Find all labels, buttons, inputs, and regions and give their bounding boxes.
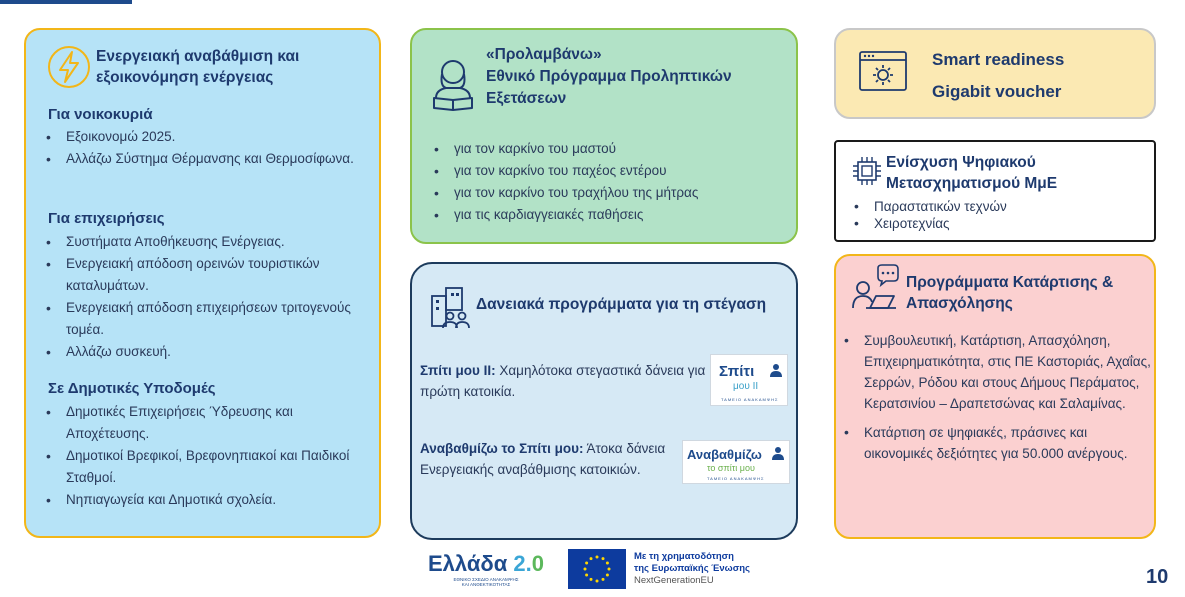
home-loan-text bbox=[420, 360, 708, 402]
list-item: • Δημοτικές Επιχειρήσεις Ύδρευσης και Αποχέτευσης. bbox=[44, 401, 374, 445]
energy-card bbox=[24, 28, 381, 538]
eu-line-1: Με τη χρηματοδότηση bbox=[634, 551, 734, 562]
person-icon bbox=[771, 446, 785, 462]
screening-title-line2: Εθνικό Πρόγραμμα Προληπτικών Εξετάσεων bbox=[486, 68, 732, 107]
person-laptop-chat-icon bbox=[850, 264, 900, 314]
list-item: • Παραστατικών τεχνών bbox=[852, 198, 1156, 215]
greece-two: 2 bbox=[513, 551, 526, 576]
screening-card bbox=[410, 28, 798, 244]
list-item: • Συμβουλευτική, Κατάρτιση, Απασχόληση, Επιχειρηματικότητα, στις ΠΕ Καστοριάς, Αχαΐας, Σερρών, Ρόδου και στους Δήμους Περάματος, Κερατσινίου – Δραπετσώνας και Σαλαμίνας. bbox=[842, 330, 1152, 414]
greece-dot: . bbox=[525, 551, 532, 576]
person-reading-icon bbox=[430, 54, 476, 112]
logo-main-text: Σπίτι bbox=[719, 363, 755, 380]
smart-readiness-card bbox=[834, 28, 1156, 119]
logo-sub-text: το σπίτι μου bbox=[707, 463, 755, 473]
eu-funding-text bbox=[634, 551, 750, 587]
gigabit-voucher-text: Gigabit voucher bbox=[932, 82, 1062, 101]
page-number: 10 bbox=[1146, 566, 1169, 588]
spiti-mou-logo bbox=[710, 354, 788, 406]
businesses-list bbox=[44, 231, 374, 363]
list-item: • για τον καρκίνο του τραχήλου της μήτρας bbox=[432, 182, 792, 204]
eu-flag-icon bbox=[568, 549, 626, 589]
training-card bbox=[834, 254, 1156, 539]
list-item: • Νηπιαγωγεία και Δημοτικά σχολεία. bbox=[44, 489, 374, 511]
top-accent-line bbox=[0, 0, 132, 4]
list-item: • Ενεργειακή απόδοση ορεινών τουριστικών καταλυμάτων. bbox=[44, 253, 374, 297]
greece-2-0-wordmark bbox=[428, 551, 544, 577]
list-item: • για τον καρκίνο του παχέος εντέρου bbox=[432, 160, 792, 182]
upgrade-home-name: Αναβαθμίζω το Σπίτι μου: bbox=[420, 441, 584, 456]
logo-main-text: Αναβαθμίζω bbox=[687, 447, 762, 462]
greece-2-0-logo bbox=[428, 551, 544, 587]
anavathmizo-logo bbox=[682, 440, 790, 484]
home-loan-name: Σπίτι μου ΙΙ: bbox=[420, 363, 496, 378]
screening-list bbox=[432, 138, 792, 226]
upgrade-home-text bbox=[420, 438, 678, 480]
list-item: • Εξοικονομώ 2025. bbox=[44, 126, 374, 148]
home-loan-description: Χαμηλότοκα στεγαστικά δάνεια για πρώτη κατοικία. bbox=[420, 363, 706, 399]
list-item: • Κατάρτιση σε ψηφιακές, πράσινες και οικονομικές δεξιότητες για 50.000 ανέργους. bbox=[842, 422, 1152, 464]
training-list bbox=[842, 330, 1152, 472]
list-item: • για τις καρδιαγγειακές παθήσεις bbox=[432, 204, 792, 226]
list-item: • Αλλάζω Σύστημα Θέρμανσης και Θερμοσίφωνα. bbox=[44, 148, 374, 170]
section-heading-municipal: Σε Δημοτικές Υποδομές bbox=[48, 380, 216, 397]
chip-icon bbox=[850, 154, 884, 188]
smart-readiness-text: Smart readiness bbox=[932, 50, 1065, 69]
greece-subtitle-2: ΚΑΙ ΑΝΘΕΚΤΙΚΟΤΗΤΑΣ bbox=[461, 582, 511, 587]
upgrade-home-description: Άτοκα δάνεια Ενεργειακής αναβάθμισης κατοικιών. bbox=[420, 441, 666, 477]
list-item: • Ενεργειακή απόδοση επιχειρήσεων τριτογενούς τομέα. bbox=[44, 297, 374, 341]
list-item: • Δημοτικοί Βρεφικοί, Βρεφονηπιακοί και Παιδικοί Σταθμοί. bbox=[44, 445, 374, 489]
section-heading-businesses: Για επιχειρήσεις bbox=[48, 210, 165, 227]
browser-settings-icon bbox=[858, 50, 908, 92]
lightning-bolt-icon bbox=[46, 44, 92, 90]
digital-list bbox=[852, 198, 1156, 232]
list-item: • Αλλάζω συσκευή. bbox=[44, 341, 374, 363]
training-title: Προγράμματα Κατάρτισης & Απασχόλησης bbox=[906, 274, 1114, 312]
eu-line-2: της Ευρωπαϊκής Ένωσης bbox=[634, 563, 750, 574]
housing-card bbox=[410, 262, 798, 540]
households-list bbox=[44, 126, 374, 170]
greece-zero: 0 bbox=[531, 551, 545, 576]
logo-footer-text: ΤΑΜΕΙΟ ΑΝΑΚΑΜΨΗΣ bbox=[707, 476, 765, 481]
energy-title: Ενεργειακή αναβάθμιση και εξοικονόμηση ενέργειας bbox=[96, 48, 300, 86]
greece-word: Ελλάδα bbox=[428, 551, 508, 576]
funding-footer bbox=[424, 545, 766, 595]
greece-subtitle-1: ΕΘΝΙΚΟ ΣΧΕΔΙΟ ΑΝΑΚΑΜΨΗΣ bbox=[453, 577, 519, 582]
eu-line-3: NextGenerationEU bbox=[634, 575, 714, 586]
municipal-list bbox=[44, 401, 374, 511]
logo-footer-text: ΤΑΜΕΙΟ ΑΝΑΚΑΜΨΗΣ bbox=[721, 397, 779, 402]
buildings-people-icon bbox=[428, 282, 472, 332]
screening-title-line1: «Προλαμβάνω» bbox=[486, 46, 602, 63]
list-item: • Συστήματα Αποθήκευσης Ενέργειας. bbox=[44, 231, 374, 253]
section-heading-households: Για νοικοκυριά bbox=[48, 106, 153, 123]
digital-title: Ενίσχυση Ψηφιακού Μετασχηματισμού ΜμΕ bbox=[886, 154, 1058, 192]
list-item: • για τον καρκίνο του μαστού bbox=[432, 138, 792, 160]
screening-title bbox=[486, 44, 796, 110]
person-icon bbox=[769, 363, 783, 379]
digital-transformation-card bbox=[834, 140, 1156, 242]
logo-sub-text: μου ΙΙ bbox=[733, 381, 759, 392]
housing-title: Δανειακά προγράμματα για τη στέγαση bbox=[476, 296, 767, 313]
list-item: • Χειροτεχνίας bbox=[852, 215, 1156, 232]
